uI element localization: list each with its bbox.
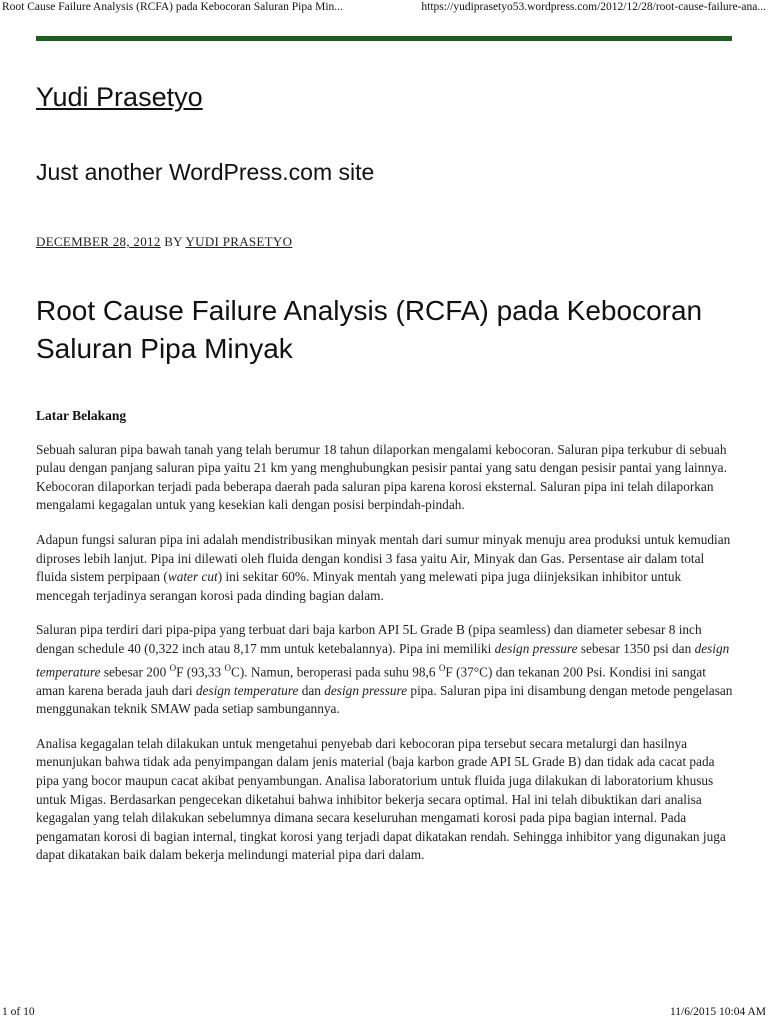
paragraph-3-text-a: Saluran pipa terdiri dari pipa-pipa yang terbuat dari baja karbon API 5L Grade B (pipa seamless) dan diameter sebesar 8 inch dengan schedule 40 (0,322 inch atau 8,17 mm untuk ketebalannya). Pipa ini memiliki — [36, 622, 702, 656]
paragraph-2-text-a: Adapun fungsi saluran pipa ini adalah mendistribusikan minyak mentah dari sumur minyak menuju area produksi untuk kemudian diproses lebih lanjut. Pipa ini dilewati oleh fluida dengan kondisi 3 fasa yaitu Air, Minyak dan Gas. Persentase air dalam total fluida sistem perpipaan ( — [36, 531, 731, 585]
degree-symbol: O — [169, 662, 177, 673]
print-footer — [0, 1004, 768, 1022]
post-content — [36, 407, 736, 881]
degree-symbol: O — [224, 662, 231, 673]
paragraph-3-text-b: sebesar 1350 psi dan — [577, 640, 695, 656]
print-header — [0, 0, 768, 18]
water-cut-term: water cut — [167, 569, 218, 585]
design-pressure-term: design pressure — [324, 682, 408, 698]
header-accent-bar — [36, 36, 732, 41]
paragraph-3-text-g: dan — [298, 682, 325, 698]
post-title: Root Cause Failure Analysis (RCFA) pada Kebocoran Saluran Pipa Minyak — [36, 295, 703, 364]
print-header-title: Root Cause Failure Analysis (RCFA) pada Kebocoran Saluran Pipa Min... — [2, 1, 343, 13]
paragraph-3-text-h: pipa. Saluran pipa ini disambung dengan metode pengelasan menggunakan teknik SMAW pada setiap sambungannya. — [36, 682, 733, 717]
print-datetime: 11/6/2015 10:04 AM — [669, 1006, 766, 1018]
post-by-label: BY — [164, 234, 183, 249]
paragraph-3-text-c: sebesar 200 — [100, 663, 170, 679]
section-heading: Latar Belakang — [36, 408, 127, 423]
paragraph-2-text-b: ) ini sekitar 60%. Minyak mentah yang melewati pipa juga diinjeksikan inhibitor untuk mencegah terjadinya serangan korosi pada dinding bagian dalam. — [36, 569, 682, 603]
design-pressure-term: design pressure — [494, 640, 578, 656]
paragraph-2 — [36, 531, 736, 605]
post-date-link[interactable]: DECEMBER 28, 2012 — [36, 234, 161, 249]
site-description: Just another WordPress.com site — [36, 159, 375, 185]
site-title-link[interactable]: Yudi Prasetyo — [36, 82, 203, 112]
degree-symbol: O — [438, 662, 446, 673]
paragraph-4: Analisa kegagalan telah dilakukan untuk mengetahui penyebab dari kebocoran pipa tersebut secara metalurgi dan hasilnya menunjukan bahwa tidak ada penyimpangan dalam jenis material (baja karbon grade API 5L Grade B) dan tidak ada cacat pada pipa yang bocor maupun cacat akibat penyambungan. Analisa laboratorium untuk fluida juga dilakukan di laboratorium khusus untuk Migas. Berdasarkan pengecekan diketahui bahwa inhibitor bekerja secara optimal. Hal ini telah dibuktikan dari analisa kegagalan yang telah dilakukan sebelumnya dimana secara keseluruhan mengamati korosi pada pipa bagian internal. Pada pengamatan korosi di bagian internal, tingkat korosi yang terjadi dapat dikatakan rendah. Sehingga inhibitor yang digunakan juga dapat dikatakan baik dalam bekerja melindungi material pipa dari dalam. — [36, 735, 726, 863]
paragraph-3 — [36, 621, 736, 718]
paragraph-1: Sebuah saluran pipa bawah tanah yang telah berumur 18 tahun dilaporkan mengalami kebocoran. Saluran pipa terkubur di sebuah pulau dengan panjang saluran pipa yaitu 21 km yang menghubungkan pesisir pantai yang satu dengan pesisir pantai yang lainnya. Kebocoran dilaporkan terjadi pada beberapa daerah pada saluran pipa karena korosi eksternal. Saluran pipa ini telah dilaporkan mengalami kegagalan untuk yang kesekian kali dengan posisi berpindah-pindah. — [36, 441, 727, 513]
print-header-url: https://yudiprasetyo53.wordpress.com/2012/12/28/root-cause-failure-ana... — [421, 1, 766, 13]
design-temperature-term: design temperature — [36, 640, 730, 679]
paragraph-3-text-d: F (93,33 — [176, 663, 225, 679]
paragraph-3-text-f: F (37°C) dan tekanan 200 Psi. Kondisi ini sangat aman karena berada jauh dari — [36, 663, 706, 698]
page-counter: 1 of 10 — [2, 1006, 35, 1018]
paragraph-3-text-e: C). Namun, beroperasi pada suhu 98,6 — [230, 663, 439, 679]
post-meta — [36, 234, 292, 250]
post-author-link[interactable]: YUDI PRASETYO — [185, 234, 293, 249]
design-temperature-term: design temperature — [195, 682, 299, 698]
